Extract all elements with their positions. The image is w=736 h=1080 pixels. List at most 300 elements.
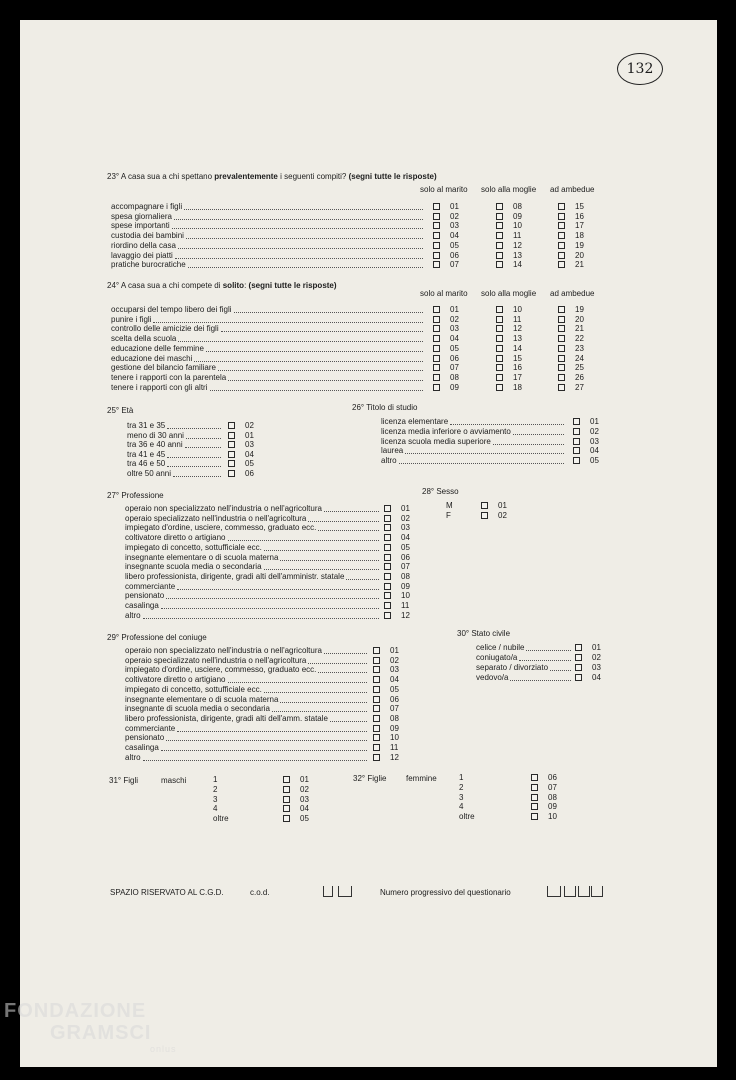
q24-code: 09 [450, 382, 459, 392]
q23-code: 13 [513, 250, 522, 260]
q29-row [125, 704, 367, 713]
q24-code: 24 [575, 353, 584, 363]
q29-code: 04 [390, 675, 399, 685]
q24-checkbox[interactable] [433, 306, 440, 313]
q32-row-label: 4 [459, 802, 464, 812]
q29-checkbox[interactable] [373, 744, 380, 751]
leader-dots [185, 447, 221, 448]
q27-checkbox[interactable] [384, 563, 391, 570]
q26-code: 04 [590, 446, 599, 456]
q32-checkbox[interactable] [531, 803, 538, 810]
q32-checkbox[interactable] [531, 813, 538, 820]
q24-checkbox[interactable] [558, 374, 565, 381]
q26-checkbox[interactable] [573, 447, 580, 454]
q27-row-label: impiegato di concetto, sottufficiale ecc. [125, 542, 262, 552]
q24-code: 16 [513, 363, 522, 373]
q23-checkbox[interactable] [496, 242, 503, 249]
watermark [4, 1000, 177, 1054]
q24-row-label: punire i figli [111, 314, 152, 324]
q32-checkbox[interactable] [531, 784, 538, 791]
q27-checkbox[interactable] [384, 534, 391, 541]
q24-code: 14 [513, 343, 522, 353]
q23-row-label: accompagnare i figli [111, 202, 183, 211]
q24-code: 06 [450, 353, 459, 363]
q23-code: 16 [575, 211, 584, 221]
q29-title [107, 633, 207, 642]
q24-checkbox[interactable] [496, 355, 503, 362]
q24-col-header: solo alla moglie [481, 289, 537, 298]
q23-code: 19 [575, 240, 584, 250]
q23-checkbox[interactable] [433, 242, 440, 249]
q27-title-text: Professione [121, 491, 164, 500]
q25-code: 06 [245, 469, 254, 478]
q25-checkbox[interactable] [228, 432, 235, 439]
q24-checkbox[interactable] [558, 335, 565, 342]
q24-code: 18 [513, 382, 522, 392]
q25-row-label: oltre 50 anni [127, 469, 172, 478]
q25-checkbox[interactable] [228, 441, 235, 448]
q26-checkbox[interactable] [573, 438, 580, 445]
progressive-number-label: Numero progressivo del questionario [380, 888, 511, 897]
q23-code: 02 [450, 211, 459, 221]
q30-code: 02 [592, 653, 601, 662]
cod-digit-box-2[interactable] [338, 886, 352, 897]
q24-checkbox[interactable] [496, 306, 503, 313]
q27-row-label: altro [125, 610, 141, 620]
q29-checkbox[interactable] [373, 705, 380, 712]
q26-code: 02 [590, 426, 599, 436]
q28-code: 02 [498, 511, 507, 520]
watermark-line1: FONDAZIONE [4, 1000, 147, 1022]
leader-dots [308, 663, 367, 664]
q23-title-post: i seguenti compiti? [277, 172, 349, 181]
q29-code: 11 [390, 743, 399, 752]
q31-checkbox[interactable] [283, 796, 290, 803]
q30-checkbox[interactable] [575, 654, 582, 661]
q29-row [125, 685, 367, 694]
q27-checkbox[interactable] [384, 515, 391, 522]
q28-title [422, 487, 459, 496]
q31-checkbox[interactable] [283, 776, 290, 783]
progressive-digit-box-1[interactable] [547, 886, 561, 897]
q29-row [125, 675, 367, 684]
q24-code: 22 [575, 334, 584, 344]
q23-col-header: solo al marito [420, 185, 468, 194]
q23-code: 18 [575, 231, 584, 241]
q24-checkbox[interactable] [558, 345, 565, 352]
q23-checkbox[interactable] [496, 232, 503, 239]
q27-code: 05 [401, 542, 410, 552]
leader-dots [318, 530, 379, 531]
q23-checkbox[interactable] [558, 261, 565, 268]
q24-title-note: (segni tutte le risposte) [248, 281, 337, 290]
q25-checkbox[interactable] [228, 460, 235, 467]
q23-row [111, 260, 423, 269]
questionnaire-page [20, 20, 717, 1067]
q28-number: 28° [422, 487, 435, 496]
q29-row-label: impiegato di concetto, sottufficiale ecc. [125, 684, 262, 694]
q29-row-label: insegnante di scuola media o secondaria [125, 704, 270, 714]
q24-row-label: educazione dei maschi [111, 353, 193, 363]
q32-checkbox[interactable] [531, 774, 538, 781]
q24-code: 02 [450, 314, 459, 324]
q31-row-label: oltre [213, 814, 229, 824]
q25-checkbox[interactable] [228, 422, 235, 429]
q23-checkbox[interactable] [433, 261, 440, 268]
q26-row-label: licenza media inferiore o avviamento [381, 426, 511, 436]
q24-checkbox[interactable] [433, 345, 440, 352]
q29-checkbox[interactable] [373, 657, 380, 664]
cod-label: c.o.d. [250, 888, 270, 897]
q23-checkbox[interactable] [496, 261, 503, 268]
q24-code: 13 [513, 334, 522, 344]
q23-code: 10 [513, 221, 522, 231]
q27-checkbox[interactable] [384, 505, 391, 512]
q25-row-label: tra 31 e 35 [127, 421, 166, 430]
q24-code: 10 [513, 305, 522, 314]
progressive-digit-box-2[interactable] [564, 886, 576, 897]
q32-code: 06 [548, 773, 557, 782]
q24-checkbox[interactable] [496, 345, 503, 352]
q23-code: 21 [575, 260, 584, 270]
q27-checkbox[interactable] [384, 554, 391, 561]
q23-code: 14 [513, 260, 522, 270]
leader-dots [493, 444, 564, 445]
q26-number: 26° [352, 403, 365, 412]
q32-row-label: 1 [459, 773, 464, 782]
q23-col-header: ad ambedue [550, 185, 595, 194]
q24-code: 07 [450, 363, 459, 373]
q23-col-header: solo alla moglie [481, 185, 537, 194]
q28-checkbox[interactable] [481, 502, 488, 509]
q24-row [111, 373, 423, 382]
leader-dots [177, 731, 367, 732]
leader-dots [550, 670, 571, 671]
q23-row-label: pratiche burocratiche [111, 260, 186, 270]
q27-row [125, 572, 379, 581]
q24-code: 05 [450, 343, 459, 353]
leader-dots [399, 463, 564, 464]
leader-dots [161, 750, 367, 751]
leader-dots [167, 457, 221, 458]
q32-checkbox[interactable] [531, 794, 538, 801]
q23-code: 08 [513, 202, 522, 211]
q27-code: 11 [401, 601, 410, 610]
q30-checkbox[interactable] [575, 674, 582, 681]
q31-code: 01 [300, 775, 309, 784]
q27-row [125, 543, 379, 552]
q25-row-label: tra 46 e 50 [127, 459, 166, 469]
q26-checkbox[interactable] [573, 418, 580, 425]
q25-row [127, 440, 221, 449]
q27-row-label: casalinga [125, 601, 159, 610]
q30-code: 01 [592, 643, 601, 652]
q31-subtitle: maschi [161, 776, 187, 785]
q23-checkbox[interactable] [558, 232, 565, 239]
q23-checkbox[interactable] [558, 222, 565, 229]
q32-title [353, 774, 386, 783]
q29-row [125, 733, 367, 742]
leader-dots [167, 466, 221, 467]
leader-dots [174, 219, 423, 220]
q23-code: 04 [450, 231, 459, 241]
q24-code: 23 [575, 343, 584, 353]
q24-code: 11 [513, 314, 522, 324]
leader-dots [324, 653, 367, 654]
q24-code: 26 [575, 372, 584, 382]
q27-code: 01 [401, 504, 410, 513]
q23-checkbox[interactable] [558, 203, 565, 210]
q27-checkbox[interactable] [384, 602, 391, 609]
q23-title [107, 172, 437, 181]
q26-row-label: licenza elementare [381, 417, 449, 426]
q26-row [381, 446, 564, 455]
reserved-space-label: SPAZIO RISERVATO AL C.G.D. [110, 888, 224, 897]
q26-row [381, 427, 564, 436]
q24-checkbox[interactable] [433, 325, 440, 332]
q28-checkbox[interactable] [481, 512, 488, 519]
q27-row-label: insegnante scuola media o secondaria [125, 562, 262, 572]
q23-checkbox[interactable] [496, 252, 503, 259]
q29-row [125, 743, 367, 752]
q23-row-label: spesa giornaliera [111, 211, 172, 221]
leader-dots [234, 312, 423, 313]
q25-title-text: Età [121, 406, 134, 415]
q32-code: 09 [548, 802, 557, 812]
q24-checkbox[interactable] [496, 374, 503, 381]
q23-checkbox[interactable] [433, 252, 440, 259]
q31-checkbox[interactable] [283, 815, 290, 822]
q26-checkbox[interactable] [573, 457, 580, 464]
leader-dots [184, 209, 423, 210]
q27-row [125, 523, 379, 532]
q23-row [111, 221, 423, 230]
q27-code: 02 [401, 513, 410, 523]
q24-number: 24° [107, 281, 120, 290]
q26-checkbox[interactable] [573, 428, 580, 435]
q24-code: 03 [450, 324, 459, 334]
q23-checkbox[interactable] [433, 232, 440, 239]
q29-checkbox[interactable] [373, 734, 380, 741]
q27-checkbox[interactable] [384, 612, 391, 619]
q27-code: 03 [401, 523, 410, 533]
q29-row [125, 665, 367, 674]
q27-checkbox[interactable] [384, 583, 391, 590]
q31-checkbox[interactable] [283, 786, 290, 793]
q27-row-label: operaio non specializzato nell'industria o nell'agricoltura [125, 504, 322, 513]
q32-code: 10 [548, 812, 557, 822]
q24-code: 20 [575, 314, 584, 324]
q27-row-label: insegnante elementare o di scuola materna [125, 552, 279, 562]
q29-checkbox[interactable] [373, 676, 380, 683]
q25-row [127, 469, 221, 478]
q23-checkbox[interactable] [433, 213, 440, 220]
q27-checkbox[interactable] [384, 592, 391, 599]
q24-checkbox[interactable] [496, 364, 503, 371]
q29-row-label: impiegato d'ordine, usciere, commesso, graduato ecc. [125, 665, 317, 675]
q26-title-text: Titolo di studio [366, 403, 418, 412]
q24-checkbox[interactable] [558, 384, 565, 391]
q30-row-label: celice / nubile [476, 643, 525, 652]
q24-checkbox[interactable] [433, 316, 440, 323]
leader-dots [167, 428, 221, 429]
q28-row-label: M [446, 501, 453, 510]
leader-dots [153, 322, 423, 323]
q23-code: 12 [513, 240, 522, 250]
q26-row [381, 456, 564, 465]
leader-dots [405, 453, 564, 454]
q23-checkbox[interactable] [496, 213, 503, 220]
q27-row-label: pensionato [125, 591, 165, 601]
q24-checkbox[interactable] [433, 384, 440, 391]
q23-code: 20 [575, 250, 584, 260]
q23-checkbox[interactable] [433, 222, 440, 229]
leader-dots [166, 740, 367, 741]
progressive-digit-box-3[interactable] [578, 886, 590, 897]
q23-code: 15 [575, 202, 584, 211]
q29-row-label: operaio non specializzato nell'industria o nell'agricoltura [125, 646, 322, 655]
q31-row-label: 1 [213, 775, 218, 784]
q31-row-label: 4 [213, 804, 218, 814]
q29-code: 05 [390, 684, 399, 694]
q24-row-label: scelta della scuola [111, 334, 177, 344]
q24-checkbox[interactable] [558, 306, 565, 313]
page-number-stamp: 132 [617, 53, 663, 85]
q31-checkbox[interactable] [283, 805, 290, 812]
q24-checkbox[interactable] [496, 316, 503, 323]
q24-checkbox[interactable] [558, 325, 565, 332]
q23-number: 23° [107, 172, 120, 181]
q27-title [107, 491, 164, 500]
q27-number: 27° [107, 491, 120, 500]
q27-code: 04 [401, 533, 410, 543]
leader-dots [175, 258, 423, 259]
q24-checkbox[interactable] [496, 335, 503, 342]
q29-checkbox[interactable] [373, 647, 380, 654]
q23-code: 05 [450, 240, 459, 250]
q23-title-pre: A casa sua a chi spettano [120, 172, 215, 181]
q24-code: 12 [513, 324, 522, 334]
q24-row-label: educazione delle femmine [111, 343, 204, 353]
q24-title-bold: solito [222, 281, 245, 290]
q24-checkbox[interactable] [496, 384, 503, 391]
q24-title [107, 281, 337, 290]
q24-row [111, 363, 423, 372]
leader-dots [194, 361, 423, 362]
q25-checkbox[interactable] [228, 470, 235, 477]
q27-row [125, 591, 379, 600]
q24-code: 15 [513, 353, 522, 363]
leader-dots [280, 560, 379, 561]
leader-dots [143, 760, 367, 761]
q24-checkbox[interactable] [433, 355, 440, 362]
q30-checkbox[interactable] [575, 664, 582, 671]
q25-row-label: tra 41 e 45 [127, 449, 166, 459]
q25-number: 25° [107, 406, 120, 415]
q25-code: 03 [245, 440, 254, 450]
q29-checkbox[interactable] [373, 666, 380, 673]
watermark-line2: GRAMSCI [50, 1022, 152, 1044]
q31-number: 31° [109, 776, 122, 785]
q31-row-label: 3 [213, 794, 218, 804]
leader-dots [178, 341, 423, 342]
q29-checkbox[interactable] [373, 725, 380, 732]
q29-checkbox[interactable] [373, 686, 380, 693]
cod-digit-box-1[interactable] [323, 886, 333, 897]
q31-code: 04 [300, 804, 309, 814]
q29-code: 10 [390, 733, 399, 743]
q24-checkbox[interactable] [433, 335, 440, 342]
q29-checkbox[interactable] [373, 715, 380, 722]
q31-code: 05 [300, 814, 309, 824]
q23-checkbox[interactable] [496, 222, 503, 229]
leader-dots [173, 476, 221, 477]
q26-code: 05 [590, 456, 599, 466]
q24-row-label: occuparsi del tempo libero dei figli [111, 305, 232, 314]
q24-title-post: : [244, 281, 249, 290]
q31-title-text: Figli [123, 776, 139, 785]
q29-checkbox[interactable] [373, 696, 380, 703]
q26-row [381, 417, 564, 426]
q27-checkbox[interactable] [384, 524, 391, 531]
q27-checkbox[interactable] [384, 544, 391, 551]
q32-row-label: 2 [459, 782, 464, 792]
q23-checkbox[interactable] [558, 213, 565, 220]
q24-checkbox[interactable] [496, 325, 503, 332]
q24-code: 21 [575, 324, 584, 334]
q25-row [127, 459, 221, 468]
q23-checkbox[interactable] [496, 203, 503, 210]
q24-checkbox[interactable] [558, 364, 565, 371]
q24-checkbox[interactable] [433, 364, 440, 371]
q25-row [127, 450, 221, 459]
q24-checkbox[interactable] [558, 316, 565, 323]
q23-row [111, 231, 423, 240]
q26-code: 03 [590, 436, 599, 446]
q31-code: 02 [300, 784, 309, 794]
q30-row [476, 663, 571, 672]
q30-number: 30° [457, 629, 470, 638]
q29-code: 06 [390, 694, 399, 704]
q25-code: 02 [245, 421, 254, 430]
q24-checkbox[interactable] [433, 374, 440, 381]
q23-code: 01 [450, 202, 459, 211]
q24-row [111, 354, 423, 363]
q29-checkbox[interactable] [373, 754, 380, 761]
q30-title-text: Stato civile [471, 629, 511, 638]
q27-checkbox[interactable] [384, 573, 391, 580]
q30-checkbox[interactable] [575, 644, 582, 651]
q25-checkbox[interactable] [228, 451, 235, 458]
q29-code: 12 [390, 752, 399, 762]
q24-col-header: ad ambedue [550, 289, 595, 298]
q23-checkbox[interactable] [558, 242, 565, 249]
leader-dots [280, 702, 367, 703]
q26-code: 01 [590, 417, 599, 426]
q27-code: 07 [401, 562, 410, 572]
q23-checkbox[interactable] [433, 203, 440, 210]
leader-dots [308, 521, 379, 522]
q29-row-label: pensionato [125, 733, 165, 743]
q23-checkbox[interactable] [558, 252, 565, 259]
q28-title-text: Sesso [436, 487, 459, 496]
q29-code: 03 [390, 665, 399, 675]
progressive-digit-box-4[interactable] [591, 886, 603, 897]
q24-code: 17 [513, 372, 522, 382]
q25-code: 01 [245, 430, 254, 440]
q24-checkbox[interactable] [558, 355, 565, 362]
q25-code: 04 [245, 449, 254, 459]
